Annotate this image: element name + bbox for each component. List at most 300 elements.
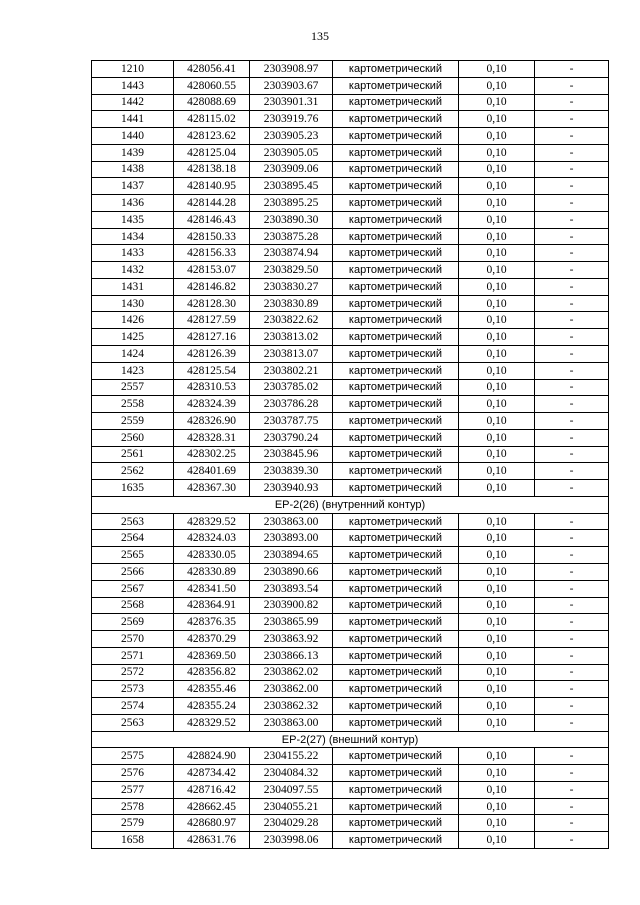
table-row xyxy=(92,463,609,480)
accuracy-cell: 0,10 xyxy=(459,329,535,346)
point-number-cell: 2563 xyxy=(92,513,174,530)
table-row xyxy=(92,563,609,580)
coordinates-table xyxy=(91,60,609,849)
x-coordinate-cell: 428367.30 xyxy=(174,480,250,497)
remark-cell: - xyxy=(535,61,609,78)
table-row xyxy=(92,580,609,597)
accuracy-cell: 0,10 xyxy=(459,362,535,379)
accuracy-cell: 0,10 xyxy=(459,94,535,111)
remark-cell: - xyxy=(535,480,609,497)
y-coordinate-cell: 2304055.21 xyxy=(250,798,333,815)
table-row xyxy=(92,647,609,664)
point-number-cell: 1658 xyxy=(92,832,174,849)
remark-cell: - xyxy=(535,346,609,363)
y-coordinate-cell: 2303863.00 xyxy=(250,714,333,731)
point-number-cell: 1635 xyxy=(92,480,174,497)
method-cell: картометрический xyxy=(333,128,459,145)
point-number-cell: 2578 xyxy=(92,798,174,815)
remark-cell: - xyxy=(535,647,609,664)
y-coordinate-cell: 2303802.21 xyxy=(250,362,333,379)
point-number-cell: 2573 xyxy=(92,681,174,698)
point-number-cell: 2570 xyxy=(92,631,174,648)
method-cell: картометрический xyxy=(333,463,459,480)
section-heading-row xyxy=(92,496,609,513)
y-coordinate-cell: 2303890.30 xyxy=(250,211,333,228)
x-coordinate-cell: 428356.82 xyxy=(174,664,250,681)
accuracy-cell: 0,10 xyxy=(459,61,535,78)
y-coordinate-cell: 2303790.24 xyxy=(250,429,333,446)
x-coordinate-cell: 428734.42 xyxy=(174,765,250,782)
x-coordinate-cell: 428056.41 xyxy=(174,61,250,78)
y-coordinate-cell: 2303829.50 xyxy=(250,262,333,279)
x-coordinate-cell: 428824.90 xyxy=(174,748,250,765)
x-coordinate-cell: 428364.91 xyxy=(174,597,250,614)
remark-cell: - xyxy=(535,781,609,798)
y-coordinate-cell: 2303905.23 xyxy=(250,128,333,145)
x-coordinate-cell: 428115.02 xyxy=(174,111,250,128)
point-number-cell: 1438 xyxy=(92,161,174,178)
remark-cell: - xyxy=(535,413,609,430)
y-coordinate-cell: 2303785.02 xyxy=(250,379,333,396)
remark-cell: - xyxy=(535,211,609,228)
remark-cell: - xyxy=(535,530,609,547)
x-coordinate-cell: 428153.07 xyxy=(174,262,250,279)
table-row xyxy=(92,161,609,178)
x-coordinate-cell: 428662.45 xyxy=(174,798,250,815)
table-row xyxy=(92,228,609,245)
table-row xyxy=(92,446,609,463)
point-number-cell: 1436 xyxy=(92,195,174,212)
accuracy-cell: 0,10 xyxy=(459,647,535,664)
accuracy-cell: 0,10 xyxy=(459,815,535,832)
method-cell: картометрический xyxy=(333,211,459,228)
x-coordinate-cell: 428376.35 xyxy=(174,614,250,631)
method-cell: картометрический xyxy=(333,563,459,580)
table-row xyxy=(92,530,609,547)
table-row xyxy=(92,396,609,413)
method-cell: картометрический xyxy=(333,597,459,614)
table-row xyxy=(92,379,609,396)
remark-cell: - xyxy=(535,295,609,312)
accuracy-cell: 0,10 xyxy=(459,614,535,631)
remark-cell: - xyxy=(535,748,609,765)
x-coordinate-cell: 428329.52 xyxy=(174,714,250,731)
method-cell: картометрический xyxy=(333,396,459,413)
accuracy-cell: 0,10 xyxy=(459,211,535,228)
method-cell: картометрический xyxy=(333,614,459,631)
y-coordinate-cell: 2303908.97 xyxy=(250,61,333,78)
remark-cell: - xyxy=(535,815,609,832)
accuracy-cell: 0,10 xyxy=(459,480,535,497)
method-cell: картометрический xyxy=(333,295,459,312)
remark-cell: - xyxy=(535,765,609,782)
accuracy-cell: 0,10 xyxy=(459,463,535,480)
accuracy-cell: 0,10 xyxy=(459,698,535,715)
point-number-cell: 1431 xyxy=(92,278,174,295)
table-row xyxy=(92,664,609,681)
x-coordinate-cell: 428330.05 xyxy=(174,547,250,564)
method-cell: картометрический xyxy=(333,798,459,815)
point-number-cell: 1441 xyxy=(92,111,174,128)
y-coordinate-cell: 2303786.28 xyxy=(250,396,333,413)
remark-cell: - xyxy=(535,429,609,446)
point-number-cell: 2561 xyxy=(92,446,174,463)
table-row xyxy=(92,681,609,698)
table-row xyxy=(92,714,609,731)
section-heading: ЕР-2(27) (внешний контур) xyxy=(92,731,609,748)
remark-cell: - xyxy=(535,228,609,245)
remark-cell: - xyxy=(535,664,609,681)
accuracy-cell: 0,10 xyxy=(459,77,535,94)
table-row xyxy=(92,111,609,128)
y-coordinate-cell: 2303905.05 xyxy=(250,144,333,161)
y-coordinate-cell: 2303894.65 xyxy=(250,547,333,564)
point-number-cell: 1434 xyxy=(92,228,174,245)
y-coordinate-cell: 2303903.67 xyxy=(250,77,333,94)
accuracy-cell: 0,10 xyxy=(459,530,535,547)
x-coordinate-cell: 428126.39 xyxy=(174,346,250,363)
x-coordinate-cell: 428324.39 xyxy=(174,396,250,413)
method-cell: картометрический xyxy=(333,111,459,128)
method-cell: картометрический xyxy=(333,195,459,212)
accuracy-cell: 0,10 xyxy=(459,781,535,798)
remark-cell: - xyxy=(535,128,609,145)
table-row xyxy=(92,631,609,648)
accuracy-cell: 0,10 xyxy=(459,563,535,580)
remark-cell: - xyxy=(535,714,609,731)
point-number-cell: 2562 xyxy=(92,463,174,480)
table-row xyxy=(92,815,609,832)
x-coordinate-cell: 428330.89 xyxy=(174,563,250,580)
table-row xyxy=(92,211,609,228)
accuracy-cell: 0,10 xyxy=(459,681,535,698)
remark-cell: - xyxy=(535,798,609,815)
accuracy-cell: 0,10 xyxy=(459,748,535,765)
y-coordinate-cell: 2303919.76 xyxy=(250,111,333,128)
table-row xyxy=(92,480,609,497)
y-coordinate-cell: 2303866.13 xyxy=(250,647,333,664)
table-row xyxy=(92,413,609,430)
x-coordinate-cell: 428341.50 xyxy=(174,580,250,597)
y-coordinate-cell: 2303862.00 xyxy=(250,681,333,698)
x-coordinate-cell: 428328.31 xyxy=(174,429,250,446)
table-row xyxy=(92,94,609,111)
remark-cell: - xyxy=(535,547,609,564)
method-cell: картометрический xyxy=(333,362,459,379)
point-number-cell: 2567 xyxy=(92,580,174,597)
x-coordinate-cell: 428060.55 xyxy=(174,77,250,94)
method-cell: картометрический xyxy=(333,178,459,195)
x-coordinate-cell: 428370.29 xyxy=(174,631,250,648)
x-coordinate-cell: 428631.76 xyxy=(174,832,250,849)
method-cell: картометрический xyxy=(333,329,459,346)
page-number: 135 xyxy=(311,29,329,43)
accuracy-cell: 0,10 xyxy=(459,798,535,815)
x-coordinate-cell: 428127.59 xyxy=(174,312,250,329)
remark-cell: - xyxy=(535,262,609,279)
remark-cell: - xyxy=(535,178,609,195)
point-number-cell: 2559 xyxy=(92,413,174,430)
remark-cell: - xyxy=(535,580,609,597)
y-coordinate-cell: 2303874.94 xyxy=(250,245,333,262)
y-coordinate-cell: 2303813.02 xyxy=(250,329,333,346)
remark-cell: - xyxy=(535,698,609,715)
accuracy-cell: 0,10 xyxy=(459,379,535,396)
x-coordinate-cell: 428326.90 xyxy=(174,413,250,430)
y-coordinate-cell: 2303863.92 xyxy=(250,631,333,648)
accuracy-cell: 0,10 xyxy=(459,161,535,178)
point-number-cell: 1210 xyxy=(92,61,174,78)
y-coordinate-cell: 2303909.06 xyxy=(250,161,333,178)
table-row xyxy=(92,547,609,564)
y-coordinate-cell: 2303901.31 xyxy=(250,94,333,111)
y-coordinate-cell: 2303900.82 xyxy=(250,597,333,614)
method-cell: картометрический xyxy=(333,530,459,547)
table-row xyxy=(92,832,609,849)
method-cell: картометрический xyxy=(333,262,459,279)
table-row xyxy=(92,748,609,765)
table-row xyxy=(92,698,609,715)
point-number-cell: 1442 xyxy=(92,94,174,111)
point-number-cell: 2558 xyxy=(92,396,174,413)
point-number-cell: 1439 xyxy=(92,144,174,161)
x-coordinate-cell: 428123.62 xyxy=(174,128,250,145)
table-row xyxy=(92,128,609,145)
point-number-cell: 1437 xyxy=(92,178,174,195)
remark-cell: - xyxy=(535,597,609,614)
y-coordinate-cell: 2303862.32 xyxy=(250,698,333,715)
remark-cell: - xyxy=(535,144,609,161)
method-cell: картометрический xyxy=(333,312,459,329)
point-number-cell: 2568 xyxy=(92,597,174,614)
y-coordinate-cell: 2304097.55 xyxy=(250,781,333,798)
x-coordinate-cell: 428329.52 xyxy=(174,513,250,530)
method-cell: картометрический xyxy=(333,765,459,782)
method-cell: картометрический xyxy=(333,278,459,295)
method-cell: картометрический xyxy=(333,748,459,765)
point-number-cell: 1443 xyxy=(92,77,174,94)
point-number-cell: 2569 xyxy=(92,614,174,631)
method-cell: картометрический xyxy=(333,714,459,731)
accuracy-cell: 0,10 xyxy=(459,714,535,731)
accuracy-cell: 0,10 xyxy=(459,178,535,195)
remark-cell: - xyxy=(535,513,609,530)
y-coordinate-cell: 2304084.32 xyxy=(250,765,333,782)
remark-cell: - xyxy=(535,278,609,295)
remark-cell: - xyxy=(535,631,609,648)
x-coordinate-cell: 428150.33 xyxy=(174,228,250,245)
x-coordinate-cell: 428146.82 xyxy=(174,278,250,295)
point-number-cell: 1430 xyxy=(92,295,174,312)
accuracy-cell: 0,10 xyxy=(459,396,535,413)
accuracy-cell: 0,10 xyxy=(459,346,535,363)
x-coordinate-cell: 428128.30 xyxy=(174,295,250,312)
method-cell: картометрический xyxy=(333,228,459,245)
method-cell: картометрический xyxy=(333,815,459,832)
method-cell: картометрический xyxy=(333,94,459,111)
point-number-cell: 1435 xyxy=(92,211,174,228)
y-coordinate-cell: 2304029.28 xyxy=(250,815,333,832)
method-cell: картометрический xyxy=(333,429,459,446)
point-number-cell: 1423 xyxy=(92,362,174,379)
y-coordinate-cell: 2303862.02 xyxy=(250,664,333,681)
remark-cell: - xyxy=(535,195,609,212)
method-cell: картометрический xyxy=(333,664,459,681)
point-number-cell: 2557 xyxy=(92,379,174,396)
table-row xyxy=(92,77,609,94)
accuracy-cell: 0,10 xyxy=(459,111,535,128)
x-coordinate-cell: 428680.97 xyxy=(174,815,250,832)
table-row xyxy=(92,429,609,446)
y-coordinate-cell: 2303895.25 xyxy=(250,195,333,212)
point-number-cell: 2576 xyxy=(92,765,174,782)
table-row xyxy=(92,765,609,782)
y-coordinate-cell: 2303890.66 xyxy=(250,563,333,580)
point-number-cell: 1425 xyxy=(92,329,174,346)
x-coordinate-cell: 428125.04 xyxy=(174,144,250,161)
table-row xyxy=(92,614,609,631)
y-coordinate-cell: 2303895.45 xyxy=(250,178,333,195)
method-cell: картометрический xyxy=(333,513,459,530)
accuracy-cell: 0,10 xyxy=(459,597,535,614)
remark-cell: - xyxy=(535,312,609,329)
point-number-cell: 2575 xyxy=(92,748,174,765)
remark-cell: - xyxy=(535,245,609,262)
y-coordinate-cell: 2303998.06 xyxy=(250,832,333,849)
point-number-cell: 2577 xyxy=(92,781,174,798)
x-coordinate-cell: 428138.18 xyxy=(174,161,250,178)
method-cell: картометрический xyxy=(333,781,459,798)
point-number-cell: 1432 xyxy=(92,262,174,279)
x-coordinate-cell: 428125.54 xyxy=(174,362,250,379)
accuracy-cell: 0,10 xyxy=(459,631,535,648)
method-cell: картометрический xyxy=(333,245,459,262)
y-coordinate-cell: 2304155.22 xyxy=(250,748,333,765)
remark-cell: - xyxy=(535,614,609,631)
section-heading: ЕР-2(26) (внутренний контур) xyxy=(92,496,609,513)
y-coordinate-cell: 2303893.00 xyxy=(250,530,333,547)
method-cell: картометрический xyxy=(333,446,459,463)
accuracy-cell: 0,10 xyxy=(459,128,535,145)
table-row xyxy=(92,278,609,295)
accuracy-cell: 0,10 xyxy=(459,295,535,312)
y-coordinate-cell: 2303845.96 xyxy=(250,446,333,463)
y-coordinate-cell: 2303875.28 xyxy=(250,228,333,245)
accuracy-cell: 0,10 xyxy=(459,195,535,212)
table-row xyxy=(92,346,609,363)
table-row xyxy=(92,195,609,212)
remark-cell: - xyxy=(535,446,609,463)
method-cell: картометрический xyxy=(333,681,459,698)
y-coordinate-cell: 2303830.27 xyxy=(250,278,333,295)
point-number-cell: 2572 xyxy=(92,664,174,681)
point-number-cell: 1433 xyxy=(92,245,174,262)
accuracy-cell: 0,10 xyxy=(459,429,535,446)
accuracy-cell: 0,10 xyxy=(459,765,535,782)
remark-cell: - xyxy=(535,77,609,94)
accuracy-cell: 0,10 xyxy=(459,413,535,430)
y-coordinate-cell: 2303822.62 xyxy=(250,312,333,329)
y-coordinate-cell: 2303830.89 xyxy=(250,295,333,312)
table-row xyxy=(92,178,609,195)
point-number-cell: 1426 xyxy=(92,312,174,329)
method-cell: картометрический xyxy=(333,161,459,178)
point-number-cell: 2571 xyxy=(92,647,174,664)
accuracy-cell: 0,10 xyxy=(459,228,535,245)
remark-cell: - xyxy=(535,379,609,396)
point-number-cell: 2566 xyxy=(92,563,174,580)
method-cell: картометрический xyxy=(333,631,459,648)
table-row xyxy=(92,781,609,798)
method-cell: картометрический xyxy=(333,379,459,396)
x-coordinate-cell: 428156.33 xyxy=(174,245,250,262)
point-number-cell: 2579 xyxy=(92,815,174,832)
point-number-cell: 2564 xyxy=(92,530,174,547)
accuracy-cell: 0,10 xyxy=(459,245,535,262)
method-cell: картометрический xyxy=(333,346,459,363)
point-number-cell: 2574 xyxy=(92,698,174,715)
accuracy-cell: 0,10 xyxy=(459,580,535,597)
section-heading-row xyxy=(92,731,609,748)
y-coordinate-cell: 2303813.07 xyxy=(250,346,333,363)
y-coordinate-cell: 2303893.54 xyxy=(250,580,333,597)
y-coordinate-cell: 2303839.30 xyxy=(250,463,333,480)
table-row xyxy=(92,798,609,815)
x-coordinate-cell: 428355.24 xyxy=(174,698,250,715)
table-row xyxy=(92,362,609,379)
method-cell: картометрический xyxy=(333,480,459,497)
accuracy-cell: 0,10 xyxy=(459,446,535,463)
x-coordinate-cell: 428401.69 xyxy=(174,463,250,480)
x-coordinate-cell: 428716.42 xyxy=(174,781,250,798)
accuracy-cell: 0,10 xyxy=(459,513,535,530)
accuracy-cell: 0,10 xyxy=(459,832,535,849)
x-coordinate-cell: 428310.53 xyxy=(174,379,250,396)
remark-cell: - xyxy=(535,329,609,346)
x-coordinate-cell: 428127.16 xyxy=(174,329,250,346)
table-row xyxy=(92,262,609,279)
x-coordinate-cell: 428088.69 xyxy=(174,94,250,111)
point-number-cell: 2563 xyxy=(92,714,174,731)
accuracy-cell: 0,10 xyxy=(459,278,535,295)
method-cell: картометрический xyxy=(333,77,459,94)
accuracy-cell: 0,10 xyxy=(459,312,535,329)
table-row xyxy=(92,245,609,262)
y-coordinate-cell: 2303787.75 xyxy=(250,413,333,430)
remark-cell: - xyxy=(535,563,609,580)
table-row xyxy=(92,329,609,346)
table-row xyxy=(92,295,609,312)
remark-cell: - xyxy=(535,111,609,128)
remark-cell: - xyxy=(535,362,609,379)
point-number-cell: 1440 xyxy=(92,128,174,145)
remark-cell: - xyxy=(535,832,609,849)
table-row xyxy=(92,312,609,329)
remark-cell: - xyxy=(535,94,609,111)
table-row xyxy=(92,144,609,161)
accuracy-cell: 0,10 xyxy=(459,144,535,161)
method-cell: картометрический xyxy=(333,647,459,664)
coordinates-table-body xyxy=(92,61,609,849)
remark-cell: - xyxy=(535,463,609,480)
point-number-cell: 2560 xyxy=(92,429,174,446)
table-row xyxy=(92,513,609,530)
point-number-cell: 1424 xyxy=(92,346,174,363)
remark-cell: - xyxy=(535,396,609,413)
y-coordinate-cell: 2303865.99 xyxy=(250,614,333,631)
method-cell: картометрический xyxy=(333,832,459,849)
x-coordinate-cell: 428144.28 xyxy=(174,195,250,212)
